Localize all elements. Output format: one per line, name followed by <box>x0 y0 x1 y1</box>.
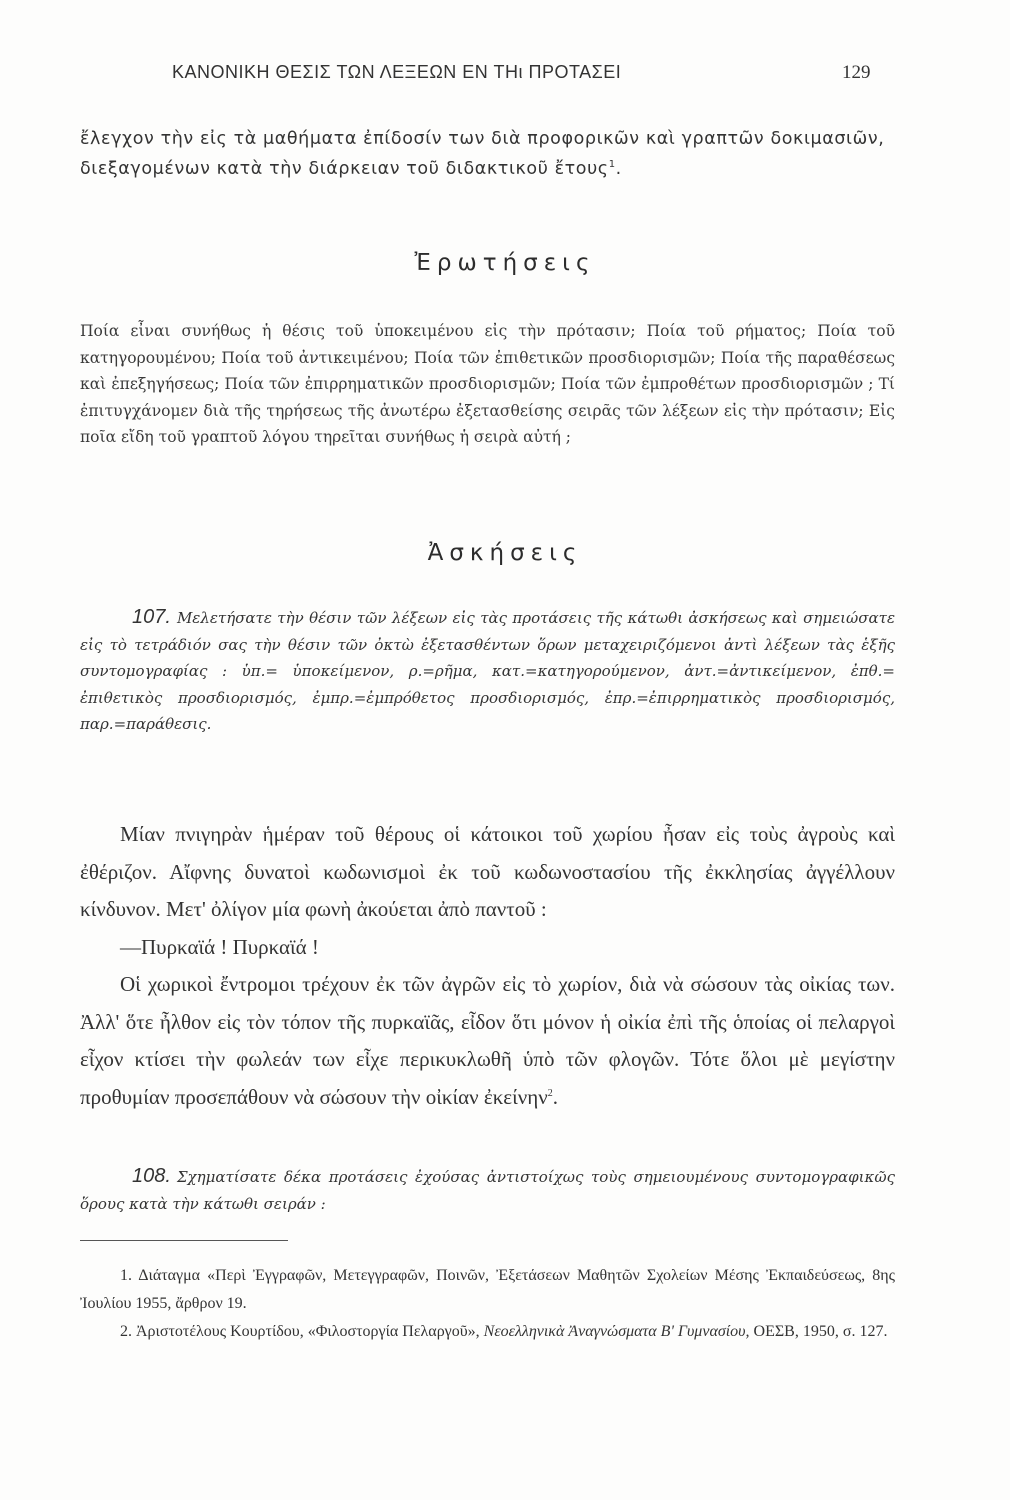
intro-paragraph <box>80 124 895 184</box>
questions-heading: Ἐρωτήσεις <box>414 250 596 276</box>
questions-text: Ποία εἶναι συνήθως ἡ θέσις τοῦ ὑποκειμένου εἰς τὴν πρότασιν; Ποία τοῦ ρήματος; Ποία τοῦ κατηγορουμένου; Ποία τοῦ ἀντικειμένου; Ποία τῶν ἐπιθετικῶν προσδιορισμῶν; Ποία τῆς παραθέσεως καὶ ἐπεξηγήσεως; Ποία τῶν ἐπιρρηματικῶν προσδιορισμῶν; Ποία τῶν ἐμπροθέτων προσδιορισμῶν ; Τί ἐπιτυγχάνομεν διὰ τῆς τηρήσεως τῆς ἀνωτέρω ἐξετασθείσης σειρᾶς τῶν λέξεων εἰς τὴν πρότασιν; Εἰς ποῖα εἴδη τοῦ γραπτοῦ λόγου τηρεῖται συνήθως ἡ σειρὰ αὐτή ; <box>80 322 895 446</box>
story-text <box>80 816 895 1116</box>
page-number: 129 <box>842 62 871 83</box>
exercise-107-number: 107. <box>132 606 171 628</box>
footnote-2-book: Νεοελληνικὰ Ἀναγνώσματα Β' Γυμνασίου, <box>483 1323 750 1340</box>
story-paragraph-1: Μίαν πνιγηρὰν ἡμέραν τοῦ θέρους οἱ κάτοικοι τοῦ χωρίου ἦσαν εἰς τοὺς ἀγροὺς καὶ ἐθέριζον. Αἴφνης δυνατοὶ κωδωνισμοὶ ἐκ τοῦ κωδωνοστασίου τῆς ἐκκλησίας ἀγγέλλουν κίνδυνον. Μετ' ὀλίγον μία φωνὴ ἀκούεται ἀπὸ παντοῦ : <box>80 822 895 921</box>
footnote-ref-1[interactable]: 1 <box>608 159 616 171</box>
footnote-divider <box>80 1240 288 1241</box>
exercise-107 <box>80 604 895 738</box>
story-paragraph-2: —Πυρκαϊά ! Πυρκαϊά ! <box>120 934 319 959</box>
exercise-108-text: Σχηματίσατε δέκα προτάσεις ἐχούσας ἀντιστοίχως τοὺς σημειουμένους συντομογραφικῶς ὅρους κατὰ τὴν κάτωθι σειράν : <box>80 1168 895 1213</box>
footnote-2 <box>80 1318 895 1346</box>
footnote-1: 1. Διάταγμα «Περὶ Ἐγγραφῶν, Μετεγγραφῶν, Ποινῶν, Ἐξετάσεων Μαθητῶν Σχολείων Μέσης Ἐκπαιδεύσεως, 8ης Ἰουλίου 1955, ἄρθρον 19. <box>80 1267 895 1312</box>
footnotes <box>80 1262 895 1346</box>
footnote-ref-2[interactable]: 2 <box>547 1087 553 1099</box>
intro-end: . <box>615 159 622 179</box>
exercise-108 <box>80 1163 895 1217</box>
footnote-2-publisher: ΟΕΣΒ, 1950, σ. 127. <box>753 1323 888 1340</box>
footnote-2-author: 2. Ἀριστοτέλους Κουρτίδου, «Φιλοστοργία Πελαργοῦ», <box>120 1323 480 1340</box>
story-end: . <box>552 1084 558 1109</box>
exercise-107-text: Μελετήσατε τὴν θέσιν τῶν λέξεων εἰς τὰς προτάσεις τῆς κάτωθι ἀσκήσεως καὶ σημειώσατε εἰς τὸ τετράδιόν σας τὴν θέσιν τῶν ὀκτὼ ἐξετασθέντων ὅρων μεταχειριζόμενοι ἀντὶ λέξεων τὰς ἑξῆς συντομογραφίας : ὑπ.= ὑποκείμενον, ρ.=ρῆμα, κατ.=κατηγορούμενον, ἀντ.=ἀντικείμενον, ἐπθ.= ἐπιθετικὸς προσδιορισμός, ἐμπρ.=ἐμπρόθετος προσδιορισμός, ἐπρ.=ἐπιρρηματικὸς προσδιορισμός, παρ.=παράθεσις. <box>80 609 895 733</box>
running-title: ΚΑΝΟΝΙΚΗ ΘΕΣΙΣ ΤΩΝ ΛΕΞΕΩΝ ΕΝ ΤΗι ΠΡΟΤΑΣΕΙ <box>172 62 622 82</box>
story-paragraph-3: Οἱ χωρικοὶ ἔντρομοι τρέχουν ἐκ τῶν ἀγρῶν εἰς τὸ χωρίον, διὰ νὰ σώσουν τὰς οἰκίας των. Ἀλλ' ὅτε ἦλθον εἰς τὸν τόπον τῆς πυρκαϊᾶς, εἶδον ὅτι μόνον ἡ οἰκία ἐπὶ τῆς ὁποίας οἱ πελαργοὶ εἶχον κτίσει τὴν φωλεάν των εἶχε περικυκλωθῆ ὑπὸ τῶν φλογῶν. Τότε ὅλοι μὲ μεγίστην προθυμίαν προσεπάθουν νὰ σώσουν τὴν οἰκίαν ἐκείνην <box>80 972 895 1109</box>
exercises-heading: Ἀσκήσεις <box>427 540 583 566</box>
questions-paragraph <box>80 318 895 451</box>
intro-text: ἔλεγχον τὴν εἰς τὰ μαθήματα ἐπίδοσίν των διὰ προφορικῶν καὶ γραπτῶν δοκιμασιῶν, διεξαγομένων κατὰ τὴν διάρκειαν τοῦ διδακτικοῦ ἔτους <box>80 129 885 179</box>
exercise-108-number: 108. <box>132 1165 171 1187</box>
